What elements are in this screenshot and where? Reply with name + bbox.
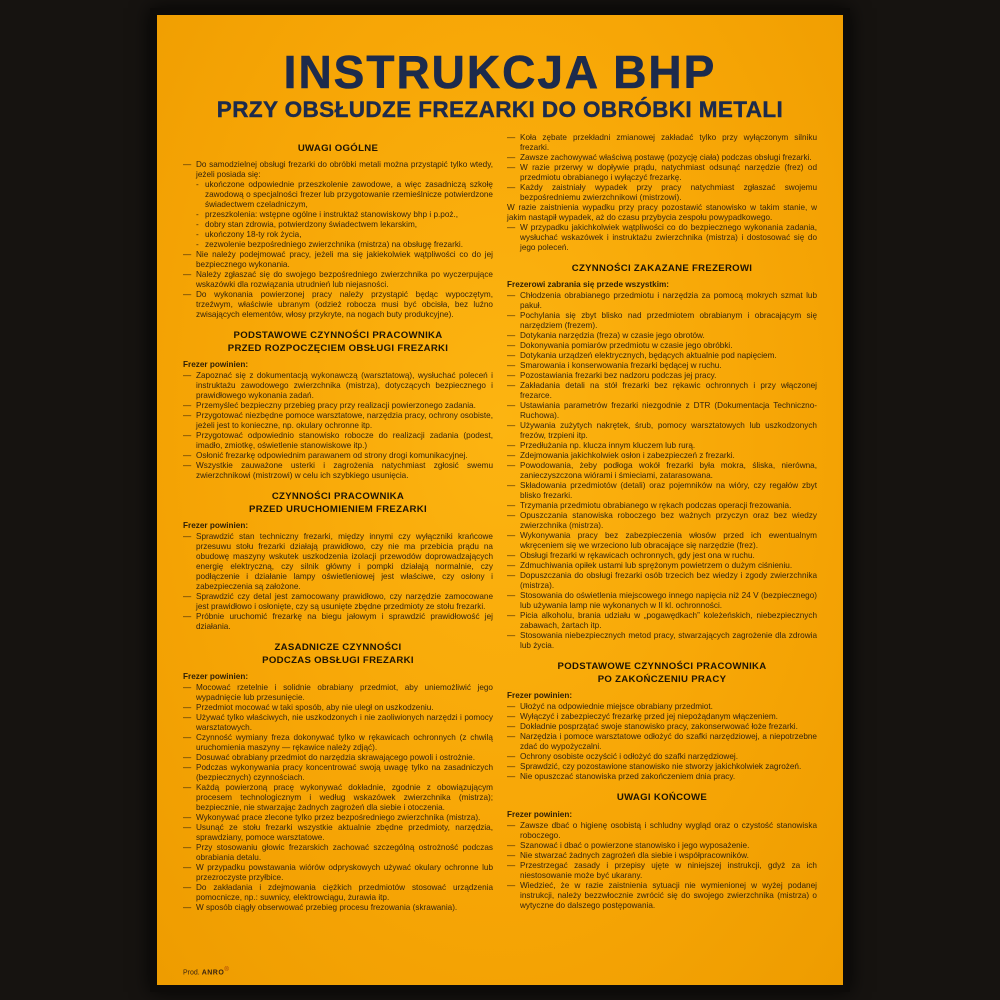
list-item-text: Zakładania detali na stół frezarki bez rękawic ochronnych i przy włączonej frezarce. xyxy=(520,381,817,401)
dash-bullet: — xyxy=(507,461,516,471)
dash-bullet: — xyxy=(507,571,516,581)
sub-list-item xyxy=(183,220,493,230)
dash-bullet: — xyxy=(507,401,516,411)
list-item xyxy=(507,331,817,341)
dash-bullet: — xyxy=(507,223,516,232)
list-item-text: Dosuwać obrabiany przedmiot do narzędzia skrawającego powoli i ostrożnie. xyxy=(196,753,475,763)
poster-subtitle: PRZY OBSŁUDZE FREZARKI DO OBRÓBKI METALI xyxy=(216,97,784,122)
list-item-text: Przy stosowaniu głowic frezarskich zachować szczególną ostrożność podczas obrabiania detalu. xyxy=(196,843,493,863)
bhp-poster xyxy=(157,15,843,985)
sub-list-item-text: ukończone odpowiednie przeszkolenie zawodowe, a więc zasadniczą szkołę zawodową o specjalności frezer lub przygotowanie rzemieślnicze potwierdzone świadectwem czeladniczym, xyxy=(205,180,493,210)
list-item xyxy=(183,290,493,320)
dash-bullet: — xyxy=(183,883,192,893)
list-item-text: W sposób ciągły obserwować przebieg procesu frezowania (skrawania). xyxy=(196,903,458,913)
dash-bullet: — xyxy=(507,441,516,451)
list-item xyxy=(507,631,817,651)
list-item xyxy=(183,683,493,703)
list-item xyxy=(507,772,817,782)
list-item xyxy=(183,813,493,823)
dash-bullet: — xyxy=(183,532,192,542)
list-item xyxy=(507,361,817,371)
list-item xyxy=(183,763,493,783)
section xyxy=(507,792,817,910)
section-lead: Frezerowi zabrania się przede wszystkim: xyxy=(507,280,669,290)
sub-dash-bullet: - xyxy=(196,180,199,190)
section xyxy=(183,143,493,320)
section-heading: PODSTAWOWE CZYNNOŚCI PRACOWNIKA PRZED ROZPOCZĘCIEM OBSŁUGI FREZARKI xyxy=(227,330,449,354)
list-item-text: Wykonywania pracy bez zabezpieczenia włosów przed ich ewentualnym wkręceniem się we wrzeciono lub obracające się narzędzie (frez). xyxy=(520,531,817,551)
list-item-text: Dopuszczania do obsługi frezarki osób trzecich bez wiedzy i zgody zwierzchnika (mistrza). xyxy=(520,571,817,591)
list-item xyxy=(183,431,493,451)
list-item-text: Dokładnie posprzątać swoje stanowisko pracy, zakonserwować łoże frezarki. xyxy=(520,722,798,732)
list-item xyxy=(183,703,493,713)
dash-bullet: — xyxy=(183,612,192,622)
list-item xyxy=(507,501,817,511)
list-item xyxy=(183,592,493,612)
dash-bullet: — xyxy=(507,341,516,351)
dash-bullet: — xyxy=(507,531,516,541)
list-item-text: Przedłużania np. klucza innym kluczem lub rurą. xyxy=(520,441,696,451)
list-item xyxy=(507,341,817,351)
list-item xyxy=(507,133,817,153)
list-item-text: Składowania przedmiotów (detali) oraz pojemników na wióry, czy regałów zbyt blisko frezarki. xyxy=(520,481,817,501)
dash-bullet: — xyxy=(183,683,192,693)
dash-bullet: — xyxy=(507,183,516,192)
list-item xyxy=(183,733,493,753)
list-item xyxy=(507,441,817,451)
list-item xyxy=(183,401,493,411)
list-item xyxy=(507,421,817,441)
dash-bullet: — xyxy=(507,732,516,742)
dash-bullet: — xyxy=(507,331,516,341)
list-item-text: W razie przerwy w dopływie prądu, natychmiast odsunąć narzędzie (frez) od przedmiotu obrabianego i wyłączyć frezarkę. xyxy=(520,163,817,182)
sub-dash-bullet: - xyxy=(196,240,199,250)
list-item-text: Zapoznać się z dokumentacją wykonawczą (warsztatową), wysłuchać poleceń i instruktażu zawodowego zwierzchnika (mistrza), dotyczących bezpiecznego i prawidłowego wykonania zadań. xyxy=(196,371,493,401)
list-item-text: Do samodzielnej obsługi frezarki do obróbki metali można przystąpić tylko wtedy, jeżeli posiada się: xyxy=(196,160,493,180)
list-item xyxy=(507,511,817,531)
list-item xyxy=(507,481,817,501)
section xyxy=(507,133,817,253)
dash-bullet: — xyxy=(507,722,516,732)
list-item-text: Wiedzieć, że w razie zaistnienia sytuacji nie wymienionej w wyżej podanej instrukcji, należy bezzwłocznie zwrócić się do swojego zwierzchnika (mistrza) o wytyczne do dalszego postępowania. xyxy=(520,880,817,910)
dash-bullet: — xyxy=(507,702,516,712)
list-item-text: Zawsze dbać o higienę osobistą i schludny wygląd oraz o czystość stanowiska roboczego. xyxy=(520,820,817,840)
list-item xyxy=(507,531,817,551)
list-item xyxy=(507,851,817,861)
dash-bullet: — xyxy=(507,712,516,722)
dash-bullet: — xyxy=(507,511,516,521)
list-item-text: Osłonić frezarkę odpowiednim parawanem od strony drogi komunikacyjnej. xyxy=(196,451,468,461)
list-item-text: W przypadku jakichkolwiek wątpliwości co do bezpiecznego wykonania zadania, wysłuchać wskazówek i instruktażu zwierzchnika (mistrza) i dostosować się do jego poleceń. xyxy=(520,223,817,252)
list-item-text: Ochrony osobiste oczyścić i odłożyć do szafki narzędziowej. xyxy=(520,752,738,762)
list-item xyxy=(507,821,817,841)
list-item-text: Mocować rzetelnie i solidnie obrabiany przedmiot, aby uniemożliwić jego wypadnięcie lub przesunięcie. xyxy=(196,683,493,703)
list-item-text: Dotykania urządzeń elektrycznych, będących aktualnie pod napięciem. xyxy=(520,351,777,361)
dash-bullet: — xyxy=(183,903,192,913)
list-item xyxy=(183,160,493,180)
section-heading: CZYNNOŚCI ZAKAZANE FREZEROWI xyxy=(571,263,753,274)
section xyxy=(183,330,493,481)
list-item xyxy=(183,461,493,481)
dash-bullet: — xyxy=(183,863,192,873)
sub-list-item xyxy=(183,180,493,210)
list-item-text: Chłodzenia obrabianego przedmiotu i narzędzia za pomocą mokrych szmat lub pakuł. xyxy=(520,291,817,311)
dash-bullet: — xyxy=(507,820,516,830)
list-item-text: Zdmuchiwania opiłek ustami lub sprężonym powietrzem o dużym ciśnieniu. xyxy=(520,561,793,571)
list-item-text: Koła zębate przekładni zmianowej zakładać tylko przy wyłączonym silniku frezarki. xyxy=(520,133,817,152)
list-item-text: Przemyśleć bezpieczny przebieg pracy przy realizacji powierzonego zadania. xyxy=(196,401,476,411)
section xyxy=(183,491,493,632)
section-heading: CZYNNOŚCI PRACOWNIKA PRZED URUCHOMIENIEM FREZARKI xyxy=(249,491,427,515)
list-item xyxy=(507,841,817,851)
section-heading: UWAGI OGÓLNE xyxy=(297,143,379,154)
list-item xyxy=(507,611,817,631)
dash-bullet: — xyxy=(507,133,516,142)
list-item-text: Do wykonania powierzonej pracy należy przystąpić będąc wypoczętym, trzeźwym, właściwie ubranym (odzież robocza musi być obcisła, bez luźno zwisających elementów, włosy przykryte, na nogach buty produkcyjne). xyxy=(196,290,493,320)
dash-bullet: — xyxy=(507,591,516,601)
section xyxy=(507,661,817,782)
list-item xyxy=(507,732,817,752)
sub-list-item xyxy=(183,240,493,250)
list-item xyxy=(183,612,493,632)
list-item xyxy=(507,291,817,311)
list-item xyxy=(507,183,817,203)
list-item xyxy=(507,153,817,163)
sub-list-item-text: dobry stan zdrowia, potwierdzony świadectwem lekarskim, xyxy=(205,220,418,230)
dash-bullet: — xyxy=(183,250,192,260)
list-item xyxy=(183,843,493,863)
list-item xyxy=(183,250,493,270)
list-item-text: Każdy zaistniały wypadek przy pracy natychmiast zgłaszać swojemu bezpośredniemu zwierzchnikowi (mistrzowi). xyxy=(520,183,817,202)
section-lead: Frezer powinien: xyxy=(507,809,573,819)
list-item-text: Ustawiania parametrów frezarki niezgodnie z DTR (Dokumentacja Techniczno-Ruchowa). xyxy=(520,401,817,421)
dash-bullet: — xyxy=(183,451,192,461)
dash-bullet: — xyxy=(183,401,192,411)
list-item-text: Stosowania niebezpiecznych metod pracy, stwarzających zagrożenie dla zdrowia lub życia. xyxy=(520,631,817,651)
list-item xyxy=(507,712,817,722)
list-item xyxy=(507,752,817,762)
list-item-text: Sprawdzić, czy pozostawione stanowisko nie stworzy jakichkolwiek zagrożeń. xyxy=(520,762,802,772)
list-item-text: W przypadku powstawania wiórów odpryskowych używać okulary ochronne lub przezroczyste przyłbice. xyxy=(196,863,493,883)
dash-bullet: — xyxy=(507,860,516,870)
dash-bullet: — xyxy=(507,762,516,772)
sub-dash-bullet: - xyxy=(196,220,199,230)
dash-bullet: — xyxy=(183,783,192,793)
list-item-text: Dokonywania pomiarów przedmiotu w czasie jego obróbki. xyxy=(520,341,733,351)
sub-list-item xyxy=(183,230,493,240)
dash-bullet: — xyxy=(507,481,516,491)
list-item xyxy=(183,863,493,883)
section-heading: ZASADNICZE CZYNNOŚCI PODCZAS OBSŁUGI FREZARKI xyxy=(262,642,414,666)
list-item xyxy=(507,223,817,253)
list-item-text: Nie należy podejmować pracy, jeżeli ma się jakiekolwiek wątpliwości co do jej bezpiecznego wykonania. xyxy=(196,250,493,270)
list-item xyxy=(507,163,817,183)
list-item-text: Pozostawiania frezarki bez nadzoru podczas jej pracy. xyxy=(520,371,717,381)
sub-list-item-text: przeszkolenia: wstępne ogólne i instruktaż stanowiskowy bhp i p.poż., xyxy=(205,210,459,220)
dash-bullet: — xyxy=(507,163,516,172)
list-item-text: Przedmiot mocować w taki sposób, aby nie uległ on uszkodzeniu. xyxy=(196,703,434,713)
section-lead: Frezer powinien: xyxy=(183,521,249,531)
dash-bullet: — xyxy=(507,371,516,381)
dash-bullet: — xyxy=(507,752,516,762)
left-column xyxy=(183,133,493,919)
list-item-text: Zawsze zachowywać właściwą postawę (pozycję ciała) podczas obsługi frezarki. xyxy=(520,153,812,162)
list-item-text: Sprawdzić czy detal jest zamocowany prawidłowo, czy narzędzie zamocowane jest prawidłowo i osłonięte, czy są usunięte zbędne przedmioty ze stołu frezarki. xyxy=(196,592,493,612)
list-item xyxy=(183,783,493,813)
sub-list-item xyxy=(183,210,493,220)
dash-bullet: — xyxy=(507,351,516,361)
list-item-text: Próbnie uruchomić frezarkę na biegu jałowym i sprawdzić prawidłowość jej działania. xyxy=(196,612,493,632)
list-item-text: Obsługi frezarki w rękawicach ochronnych, gdy jest ona w ruchu. xyxy=(520,551,755,561)
dash-bullet: — xyxy=(507,311,516,321)
dash-bullet: — xyxy=(507,381,516,391)
dash-bullet: — xyxy=(183,753,192,763)
list-item xyxy=(507,881,817,911)
list-item-text: Należy zgłaszać się do swojego bezpośredniego zwierzchnika po wyczerpujące wskazówki dla rozwiązania utrudnień lub niejasności. xyxy=(196,270,493,290)
list-item-text: Pochylania się zbyt blisko nad przedmiotem obrabianym i obracającym się narzędziem (frezem). xyxy=(520,311,817,331)
dash-bullet: — xyxy=(183,713,192,723)
list-item xyxy=(183,411,493,431)
list-item-text: Przygotować odpowiednio stanowisko robocze do realizacji zadania (podest, imadło, zmiotkę, oświetlenie stanowiskowe itp.) xyxy=(196,431,493,451)
dash-bullet: — xyxy=(183,371,192,381)
dash-bullet: — xyxy=(507,772,516,782)
list-item xyxy=(183,270,493,290)
list-item-text: Powodowania, żeby podłoga wokół frezarki była mokra, śliska, nierówna, zanieczyszczona wiórami i śmieciami, zatarasowana. xyxy=(520,461,817,481)
section-heading: PODSTAWOWE CZYNNOŚCI PRACOWNIKA PO ZAKOŃCZENIU PRACY xyxy=(557,661,767,685)
list-item xyxy=(507,351,817,361)
dash-bullet: — xyxy=(183,733,192,743)
dash-bullet: — xyxy=(183,461,192,471)
producer-brand: ANRO xyxy=(201,969,225,976)
dash-bullet: — xyxy=(183,411,192,421)
list-item xyxy=(183,753,493,763)
section xyxy=(507,263,817,651)
list-item-text: Dotykania narzędzia (freza) w czasie jego obrotów. xyxy=(520,331,705,341)
right-column xyxy=(507,133,817,919)
dash-bullet: — xyxy=(507,611,516,621)
dash-bullet: — xyxy=(507,291,516,301)
sub-list-item-text: zezwolenie bezpośredniego zwierzchnika (mistrza) na obsługę frezarki. xyxy=(205,240,464,250)
list-item xyxy=(507,861,817,881)
list-item-text: Picia alkoholu, brania udziału w „pogawędkach” koleżeńskich, niebezpiecznych zabawach, żartach itp. xyxy=(520,611,817,631)
list-item-text: Wszystkie zauważone usterki i zagrożenia natychmiast zgłosić swemu zwierzchnikowi (mistrzowi) w celu ich szybkiego usunięcia. xyxy=(196,461,493,481)
list-item-text: Narzędzia i pomoce warsztatowe odłożyć do szafki narzędziowej, a niepotrzebne zdać do wypożyczalni. xyxy=(520,732,817,752)
list-item-text: Nie stwarzać żadnych zagrożeń dla siebie i współpracowników. xyxy=(520,850,749,860)
dash-bullet: — xyxy=(507,880,516,890)
list-item-text: Podczas wykonywania pracy koncentrować swoją uwagę tylko na zasadniczych (bezpiecznych) czynnościach. xyxy=(196,763,493,783)
paragraph: W razie zaistnienia wypadku przy pracy pozostawić stanowisko w takim stanie, w jakim nastąpił wypadek, aż do czasu przybycia zespołu powypadkowego. xyxy=(507,203,817,222)
sub-list-item-text: ukończony 18-ty rok życia, xyxy=(205,230,302,240)
list-item xyxy=(183,823,493,843)
list-item-text: Smarowania i konserwowania frezarki będącej w ruchu. xyxy=(520,361,722,371)
bhp-poster-frame xyxy=(150,8,850,992)
list-item xyxy=(507,551,817,561)
list-item xyxy=(507,461,817,481)
list-item-text: Trzymania przedmiotu obrabianego w rękach podczas operacji frezowania. xyxy=(520,501,792,511)
list-item-text: Przestrzegać zasady i przepisy ujęte w niniejszej instrukcji, gdyż za ich niestosowanie może być ukarany. xyxy=(520,860,817,880)
dash-bullet: — xyxy=(183,763,192,773)
list-item xyxy=(507,722,817,732)
sub-dash-bullet: - xyxy=(196,230,199,240)
list-item-text: Usunąć ze stołu frezarki wszystkie aktualnie zbędne przedmioty, narzędzia, sprawdziany, pomoce warsztatowe. xyxy=(196,823,493,843)
list-item-text: Sprawdzić stan techniczny frezarki, między innymi czy wyłączniki krańcowe przesuwu stołu frezarki działają prawidłowo, czy nie ma przebicia prądu na obudowę maszyny wskutek uszkodzenia izolacji przewodów doprowadzających energię elektryczną, czy silnik główny i pompki działają normalnie, czy podłączenie i działanie lampy oświetleniowej jest właściwe, czy osłony i zabezpieczenia są założone. xyxy=(196,532,493,592)
list-item xyxy=(507,702,817,712)
list-item xyxy=(183,903,493,913)
list-item-text: Wyłączyć i zabezpieczyć frezarkę przed jej niepożądanym włączeniem. xyxy=(520,712,778,722)
producer-prefix: Prod. xyxy=(183,969,200,976)
dash-bullet: — xyxy=(183,270,192,280)
dash-bullet: — xyxy=(507,561,516,571)
list-item-text: Wykonywać prace zlecone tylko przez bezpośredniego zwierzchnika (mistrza). xyxy=(196,813,481,823)
section-heading: UWAGI KOŃCOWE xyxy=(616,792,708,804)
list-item xyxy=(183,451,493,461)
list-item xyxy=(183,883,493,903)
dash-bullet: — xyxy=(183,703,192,713)
list-item xyxy=(183,713,493,733)
dash-bullet: — xyxy=(183,431,192,441)
list-item xyxy=(507,311,817,331)
list-item-text: Używać tylko właściwych, nie uszkodzonych i nie zaoliwionych narzędzi i pomocy warsztatowych. xyxy=(196,713,493,733)
list-item-text: Ułożyć na odpowiednie miejsce obrabiany przedmiot. xyxy=(520,702,713,712)
list-item xyxy=(507,381,817,401)
list-item xyxy=(507,401,817,421)
dash-bullet: — xyxy=(507,153,516,162)
list-item-text: Nie opuszczać stanowiska przed zakończeniem dnia pracy. xyxy=(520,772,736,782)
list-item-text: Szanować i dbać o powierzone stanowisko i jego wyposażenie. xyxy=(520,840,750,850)
list-item xyxy=(507,591,817,611)
dash-bullet: — xyxy=(183,813,192,823)
dash-bullet: — xyxy=(183,592,192,602)
dash-bullet: — xyxy=(507,850,516,860)
list-item xyxy=(507,762,817,772)
list-item xyxy=(507,561,817,571)
dash-bullet: — xyxy=(183,823,192,833)
list-item-text: Przygotować niezbędne pomoce warsztatowe, narzędzia pracy, ochrony osobiste, jeżeli jest to konieczne, np. okulary ochronne itp. xyxy=(196,411,493,431)
poster-title: INSTRUKCJA BHP xyxy=(283,46,717,98)
dash-bullet: — xyxy=(507,361,516,371)
list-item-text: Stosowania do oświetlenia miejscowego innego napięcia niż 24 V (bezpiecznego) lub używania lamp nie wykonanych w II kl. ochronności. xyxy=(520,591,817,611)
dash-bullet: — xyxy=(507,501,516,511)
poster-columns xyxy=(183,133,817,919)
dash-bullet: — xyxy=(507,421,516,431)
section-lead: Frezer powinien: xyxy=(507,691,573,701)
list-item xyxy=(183,371,493,401)
dash-bullet: — xyxy=(507,631,516,641)
list-item-text: Każdą powierzoną pracę wykonywać dokładnie, zgodnie z obowiązującym procesem technologicznym i według wskazówek zwierzchnika (mistrza); bezpiecznie, nie stwarzając żadnych zagrożeń dla siebie i otoczenia. xyxy=(196,783,493,813)
list-item xyxy=(507,571,817,591)
section-lead: Frezer powinien: xyxy=(183,360,249,370)
producer-mark xyxy=(183,967,229,976)
dash-bullet: — xyxy=(183,160,192,170)
dash-bullet: — xyxy=(507,451,516,461)
dash-bullet: — xyxy=(507,551,516,561)
list-item-text: Zdejmowania jakichkolwiek osłon i zabezpieczeń z frezarki. xyxy=(520,451,735,461)
list-item xyxy=(507,451,817,461)
dash-bullet: — xyxy=(507,840,516,850)
dash-bullet: — xyxy=(183,843,192,853)
list-item-text: Używania zużytych nakrętek, śrub, pomocy warsztatowych lub uszkodzonych frezów, trzpieni itp. xyxy=(520,421,817,441)
list-item-text: Opuszczania stanowiska roboczego bez ważnych przyczyn oraz bez wiedzy zwierzchnika (mistrza). xyxy=(520,511,817,531)
section xyxy=(183,642,493,913)
section-lead: Frezer powinien: xyxy=(183,672,249,682)
list-item-text: Do zakładania i zdejmowania ciężkich przedmiotów stosować urządzenia pomocnicze, np.: suwnicy, elektrowciągu, żurawia itp. xyxy=(196,883,493,903)
list-item xyxy=(507,371,817,381)
list-item-text: Czynność wymiany freza dokonywać tylko w rękawicach ochronnych (z chwilą uruchomienia maszyny — rękawice należy zdjąć). xyxy=(196,733,493,753)
sub-dash-bullet: - xyxy=(196,210,199,220)
list-item xyxy=(183,532,493,592)
dash-bullet: — xyxy=(183,290,192,300)
registered-trademark-icon: ® xyxy=(224,966,229,973)
